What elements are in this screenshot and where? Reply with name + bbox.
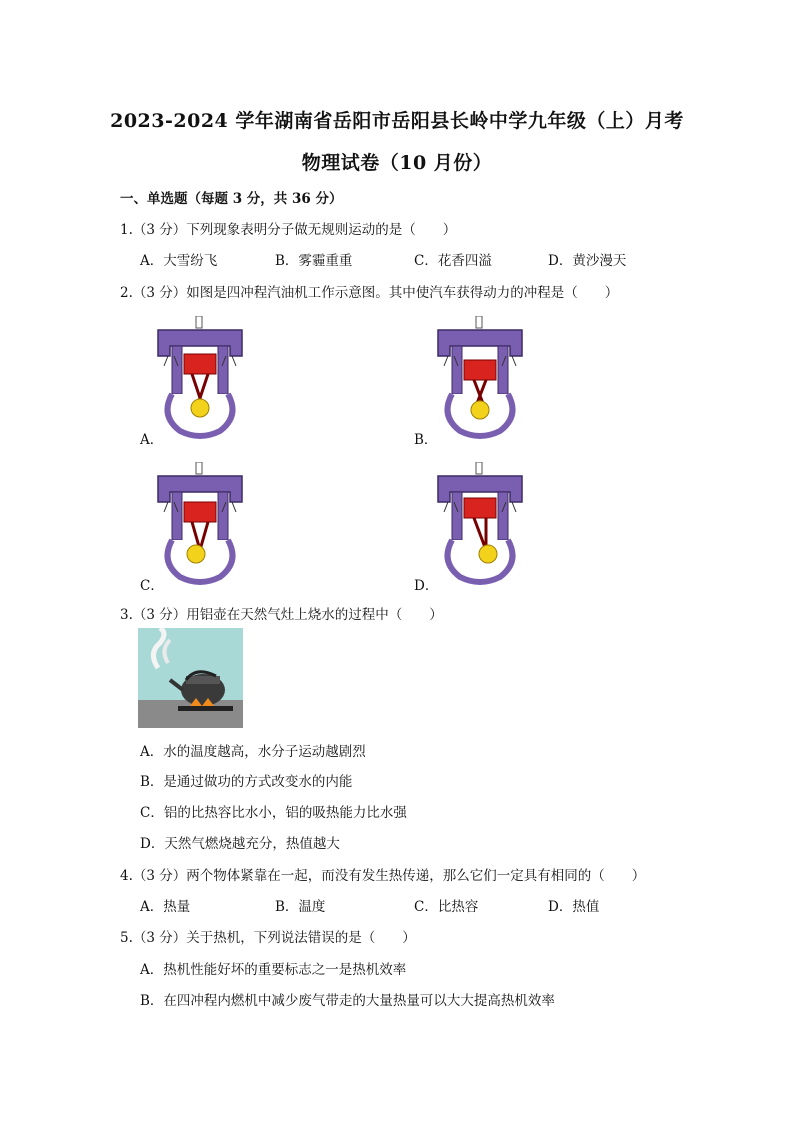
engine-diagram-b — [430, 316, 530, 441]
question-1-option-d: D．黄沙漫天 — [548, 253, 627, 269]
question-3-option-c: C．铝的比热容比水小，铝的吸热能力比水强 — [140, 805, 407, 821]
question-5-stem: 5.（3 分）关于热机，下列说法错误的是（ ） — [120, 930, 416, 946]
question-2-option-b: B． — [414, 432, 438, 448]
question-4-option-b: B．温度 — [275, 899, 326, 915]
section-heading: 一、单选题（每题 3 分，共 36 分） — [120, 191, 343, 207]
question-1-option-c: C．花香四溢 — [414, 253, 492, 269]
question-5-option-b: B．在四冲程内燃机中减少废气带走的大量热量可以大大提高热机效率 — [140, 993, 555, 1009]
engine-diagram-c — [150, 462, 250, 587]
question-2-option-c: C． — [140, 578, 164, 594]
question-4-stem: 4.（3 分）两个物体紧靠在一起，而没有发生热传递，那么它们一定具有相同的（ ） — [120, 868, 646, 884]
question-1-option-b: B．雾霾重重 — [275, 253, 353, 269]
question-4-option-c: C．比热容 — [414, 899, 479, 915]
question-1-option-a: A．大雪纷飞 — [140, 253, 218, 269]
question-1-stem: 1.（3 分）下列现象表明分子做无规则运动的是（ ） — [120, 222, 457, 238]
question-2-stem: 2.（3 分）如图是四冲程汽油机工作示意图。其中使汽车获得动力的冲程是（ ） — [120, 285, 619, 301]
question-3-option-d: D．天然气燃烧越充分，热值越大 — [140, 836, 340, 852]
kettle-on-stove-image — [138, 628, 243, 728]
engine-diagram-d — [430, 462, 530, 587]
question-3-option-b: B．是通过做功的方式改变水的内能 — [140, 774, 353, 790]
question-3-option-a: A．水的温度越高，水分子运动越剧烈 — [140, 744, 366, 760]
question-2-option-a: A． — [140, 432, 164, 448]
document-title-line1: 2023-2024 学年湖南省岳阳市岳阳县长岭中学九年级（上）月考 — [110, 110, 684, 132]
document-title-line2: 物理试卷（10 月份） — [301, 152, 493, 174]
question-3-stem: 3.（3 分）用铝壶在天然气灶上烧水的过程中（ ） — [120, 607, 443, 623]
question-4-option-a: A．热量 — [140, 899, 191, 915]
engine-diagram-a — [150, 316, 250, 441]
question-5-option-a: A．热机性能好坏的重要标志之一是热机效率 — [140, 962, 407, 978]
question-4-option-d: D．热值 — [548, 899, 600, 915]
question-2-option-d: D． — [414, 578, 439, 594]
